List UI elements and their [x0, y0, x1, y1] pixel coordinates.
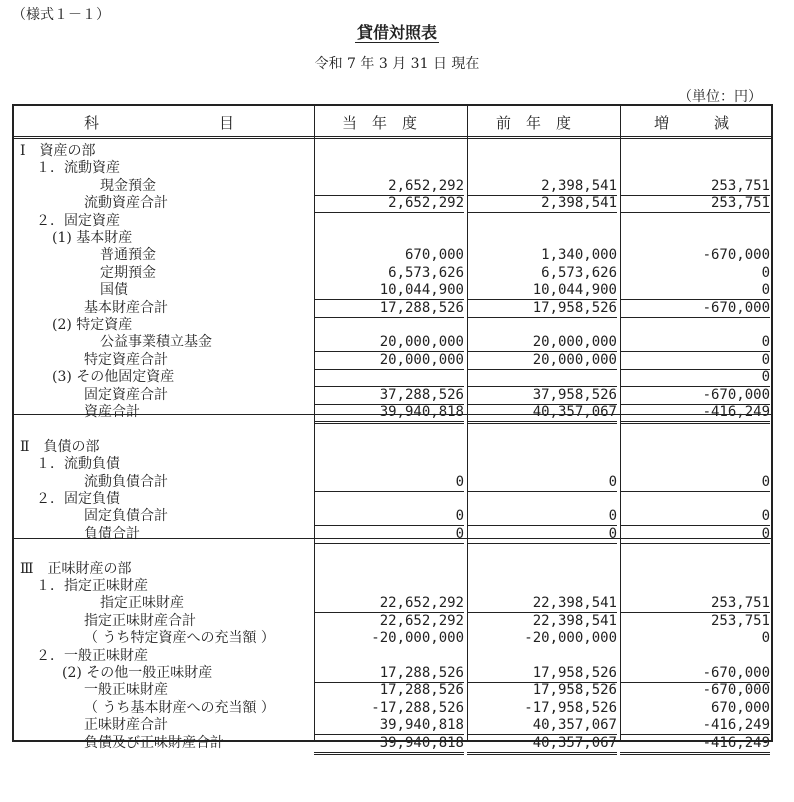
- table-row: [14, 420, 771, 438]
- as-of-date: 令和 7 年 3 月 31 日 現在: [314, 56, 480, 72]
- table-row: [14, 455, 771, 473]
- row-label: 固定資産合計: [84, 386, 168, 403]
- row-label: (2) 特定資産: [52, 317, 133, 333]
- row-label: 負債及び正味財産合計: [84, 734, 224, 751]
- row-label: 国債: [100, 282, 128, 299]
- change-value: 253,751: [710, 612, 770, 629]
- table-row: [14, 507, 771, 525]
- table-row: [14, 490, 771, 508]
- row-label: ２．固定負債: [36, 491, 120, 507]
- current-year-value: 37,288,526: [314, 386, 464, 405]
- previous-year-value: 20,000,000: [467, 333, 617, 352]
- change-value: -416,249: [620, 716, 770, 735]
- previous-year-value: [467, 368, 617, 387]
- current-year-value: 17,288,526: [314, 664, 464, 683]
- table-row: [14, 368, 771, 386]
- table-row: [14, 612, 771, 630]
- table-row: [14, 264, 771, 282]
- row-label: 流動資産合計: [84, 195, 168, 212]
- row-label: （ うち基本財産への充当額 ）: [84, 699, 275, 716]
- table-row: [14, 438, 771, 456]
- previous-year-value: 1,340,000: [541, 247, 617, 264]
- current-year-value: 39,940,818: [314, 734, 464, 755]
- table-row: [14, 403, 771, 421]
- row-label: （ うち特定資産への充当額 ）: [84, 630, 275, 647]
- table-row: [14, 229, 771, 247]
- row-label: 資産合計: [84, 404, 140, 420]
- current-year-value: 2,652,292: [314, 177, 464, 196]
- table-row: [14, 560, 771, 578]
- row-label: ２．一般正味財産: [36, 647, 148, 664]
- change-value: 0: [761, 264, 770, 281]
- previous-year-value: 22,398,541: [532, 612, 617, 629]
- previous-year-value: 40,357,067: [467, 716, 617, 735]
- previous-year-value: 0: [467, 507, 617, 526]
- table-row: [14, 734, 771, 752]
- row-label: 現金預金: [100, 177, 156, 194]
- previous-year-value: -20,000,000: [524, 630, 617, 647]
- previous-year-value: 2,398,541: [467, 177, 617, 196]
- change-value: 0: [620, 281, 770, 300]
- change-value: -670,000: [620, 299, 770, 318]
- table-row: [14, 594, 771, 612]
- header-previous-year: 前 年 度: [496, 114, 572, 132]
- change-value: 253,751: [620, 594, 770, 613]
- change-value: -416,249: [620, 734, 770, 755]
- table-row: [14, 316, 771, 334]
- previous-year-value: 6,573,626: [541, 264, 617, 281]
- current-year-value: [314, 368, 464, 387]
- current-year-value: 17,288,526: [314, 299, 464, 318]
- row-label: 指定正味財産: [100, 595, 184, 612]
- table-row: [14, 212, 771, 230]
- balance-sheet-table: [12, 104, 773, 751]
- current-year-value: 39,940,818: [314, 716, 464, 735]
- current-year-value: 6,573,626: [388, 264, 464, 281]
- row-label: 公益事業積立基金: [100, 334, 212, 351]
- header-divider: [14, 136, 771, 139]
- change-value: 0: [761, 630, 770, 647]
- change-value: 0: [620, 368, 770, 387]
- row-label: Ⅲ 正味財産の部: [20, 560, 132, 577]
- previous-year-value: 10,044,900: [467, 281, 617, 300]
- document-title: [0, 20, 794, 43]
- change-value: 0: [620, 351, 770, 370]
- current-year-value: -20,000,000: [371, 630, 464, 647]
- row-label: ２．固定資産: [36, 212, 120, 229]
- change-value: -416,249: [620, 403, 770, 424]
- change-value: -670,000: [620, 664, 770, 683]
- form-number: （様式１－１）: [12, 7, 110, 23]
- row-label: 定期預金: [100, 264, 156, 281]
- row-label: (1) 基本財産: [52, 230, 133, 246]
- table-row: [14, 333, 771, 351]
- row-label: １．流動負債: [36, 456, 120, 473]
- table-row: [14, 525, 771, 543]
- change-value: 253,751: [620, 177, 770, 196]
- change-value: -670,000: [620, 386, 770, 405]
- table-row: [14, 664, 771, 682]
- current-year-value: 22,652,292: [379, 612, 464, 629]
- row-label: (2) その他一般正味財産: [62, 665, 213, 681]
- table-row: [14, 542, 771, 560]
- table-row: [14, 246, 771, 264]
- change-value: 253,751: [620, 194, 770, 213]
- previous-year-value: 0: [467, 473, 617, 492]
- change-value: -670,000: [702, 247, 770, 264]
- table-row: [14, 194, 771, 212]
- table-row: [14, 299, 771, 317]
- table-row: [14, 177, 771, 195]
- table-row: [14, 577, 771, 595]
- current-year-value: 2,652,292: [314, 194, 464, 213]
- change-value: 0: [620, 333, 770, 352]
- current-year-value: 670,000: [404, 247, 464, 264]
- current-year-value: 39,940,818: [314, 403, 464, 424]
- row-label: 特定資産合計: [84, 351, 168, 368]
- table-row: [14, 473, 771, 491]
- current-year-value: 20,000,000: [314, 333, 464, 352]
- header-current-year: 当 年 度: [342, 114, 418, 132]
- table-row: [14, 681, 771, 699]
- current-year-value: 0: [314, 525, 464, 544]
- table-row: [14, 142, 771, 160]
- row-label: 基本財産合計: [84, 299, 168, 316]
- change-value: 0: [620, 473, 770, 492]
- unit-label: （単位：円）: [678, 89, 762, 105]
- table-row: [14, 159, 771, 177]
- title-text: 貸借対照表: [356, 23, 437, 42]
- row-label: 正味財産合計: [84, 717, 168, 734]
- previous-year-value: 2,398,541: [467, 194, 617, 213]
- row-label: (3) その他固定資産: [52, 369, 175, 386]
- row-label: 指定正味財産合計: [84, 612, 196, 629]
- current-year-value: 17,288,526: [379, 682, 464, 699]
- row-label: 固定負債合計: [84, 508, 168, 525]
- current-year-value: 22,652,292: [314, 594, 464, 613]
- table-row: [14, 281, 771, 299]
- table-row: [14, 386, 771, 404]
- table-row: [14, 647, 771, 665]
- row-label: Ⅱ 負債の部: [20, 438, 100, 455]
- row-label: 負債合計: [84, 525, 140, 542]
- current-year-value: 10,044,900: [314, 281, 464, 300]
- current-year-value: 0: [314, 507, 464, 526]
- row-label: １．流動資産: [36, 160, 120, 177]
- table-row: [14, 716, 771, 734]
- header-item: 科 目: [84, 114, 235, 132]
- previous-year-value: 0: [467, 525, 617, 544]
- previous-year-value: -17,958,526: [524, 699, 617, 716]
- current-year-value: 20,000,000: [314, 351, 464, 370]
- row-label: 一般正味財産: [84, 682, 168, 699]
- previous-year-value: 40,357,067: [467, 734, 617, 755]
- change-value: 0: [620, 525, 770, 544]
- table-row: [14, 699, 771, 717]
- previous-year-value: 17,958,526: [532, 682, 617, 699]
- header-change: 増 減: [654, 114, 730, 132]
- table-row: [14, 629, 771, 647]
- table-row: [14, 351, 771, 369]
- previous-year-value: 40,357,067: [467, 403, 617, 424]
- change-value: 670,000: [710, 699, 770, 716]
- current-year-value: 0: [314, 473, 464, 492]
- row-label: Ⅰ 資産の部: [20, 143, 96, 159]
- change-value: -670,000: [702, 682, 770, 699]
- previous-year-value: 37,958,526: [467, 386, 617, 405]
- previous-year-value: 17,958,526: [467, 299, 617, 318]
- previous-year-value: 20,000,000: [467, 351, 617, 370]
- row-label: 流動負債合計: [84, 473, 168, 490]
- change-value: 0: [620, 507, 770, 526]
- current-year-value: -17,288,526: [371, 699, 464, 716]
- previous-year-value: 17,958,526: [467, 664, 617, 683]
- row-label: １．指定正味財産: [36, 578, 148, 594]
- previous-year-value: 22,398,541: [467, 594, 617, 613]
- row-label: 普通預金: [100, 247, 156, 264]
